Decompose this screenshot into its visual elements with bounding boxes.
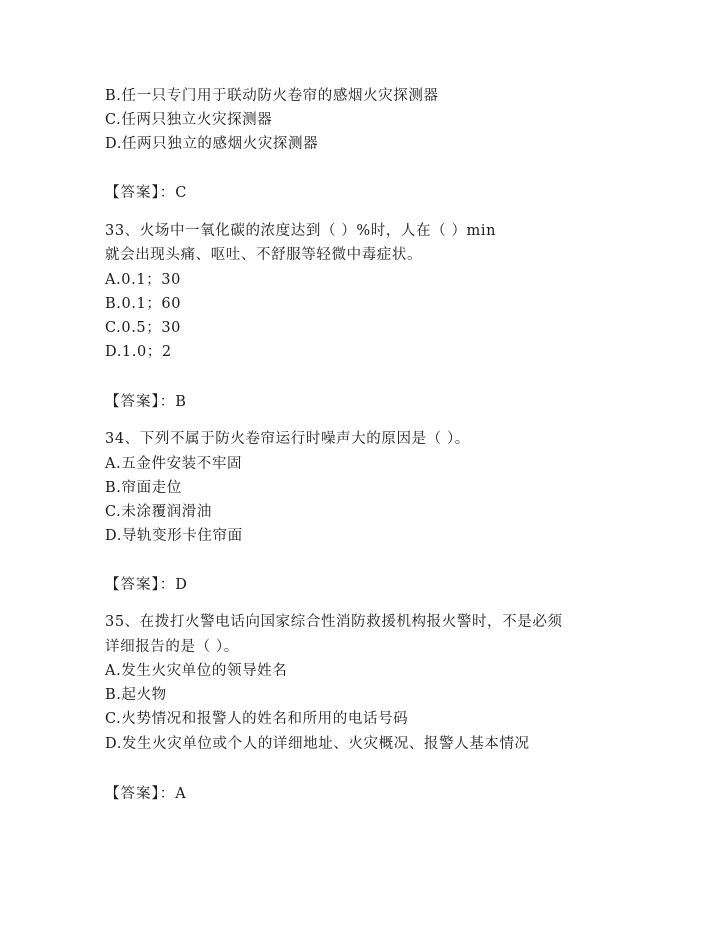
q33-answer: 【答案】：B [105,394,187,410]
q35-stem-line2: 详细报告的是（ ）。 [105,639,239,655]
q34-answer: 【答案】：D [105,577,188,593]
q33-stem-line2: 就会出现头痛、呕吐、不舒服等轻微中毒症状。 [105,247,423,263]
q34-stem-line1: 34、下列不属于防火卷帘运行时噪声大的原因是（ ）。 [105,431,470,447]
q33-stem-line1: 33、火场中一氧化碳的浓度达到（ ）%时，人在（ ）min [105,223,497,239]
q35-option-b: B.起火物 [105,687,167,703]
q35-option-a: A.发生火灾单位的领导姓名 [105,663,288,679]
q34-option-c: C.未涂覆润滑油 [105,504,212,520]
q33-option-a: A.0.1；30 [105,272,181,288]
q34-option-b: B.帘面走位 [105,480,182,496]
option-d-prev: D.任两只独立的感烟火灾探测器 [105,136,319,152]
q34-option-d: D.导轨变形卡住帘面 [105,528,243,544]
q34-option-a: A.五金件安装不牢固 [105,456,243,472]
q35-option-c: C.火势情况和报警人的姓名和所用的电话号码 [105,711,409,727]
option-b-prev: B.任一只专门用于联动防火卷帘的感烟火灾探测器 [105,88,439,104]
q33-option-d: D.1.0；2 [105,344,172,360]
answer-prev: 【答案】：C [105,185,188,201]
q33-option-c: C.0.5；30 [105,320,181,336]
q35-option-d: D.发生火灾单位或个人的详细地址、火灾概况、报警人基本情况 [105,736,530,752]
q35-answer: 【答案】：A [105,786,187,802]
option-c-prev: C.任两只独立火灾探测器 [105,112,273,128]
q33-option-b: B.0.1；60 [105,296,182,312]
q35-stem-line1: 35、在拨打火警电话向国家综合性消防救援机构报火警时，不是必须 [105,614,563,630]
